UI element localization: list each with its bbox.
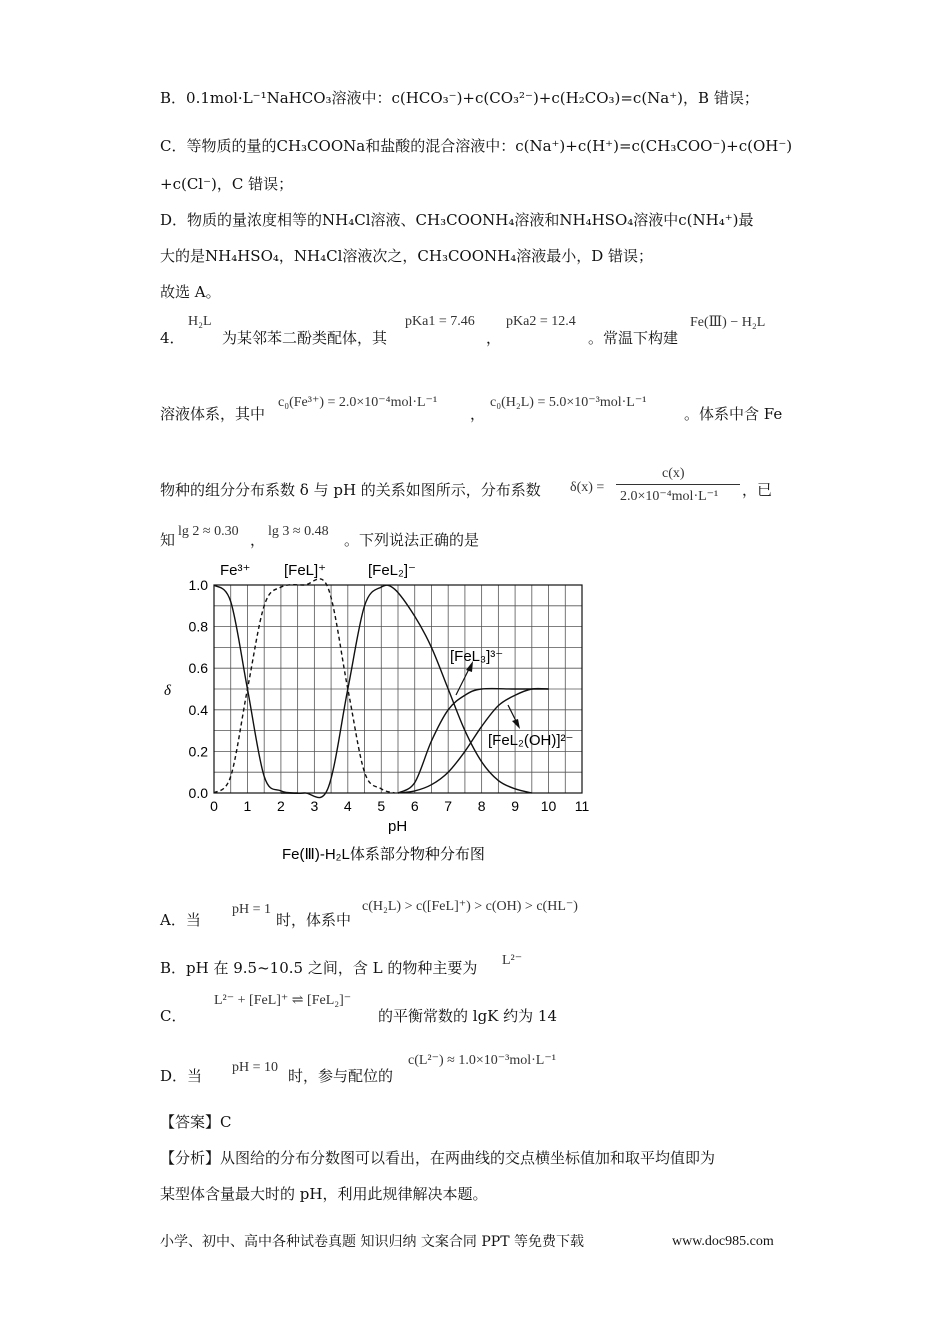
q4-pka2: pKa2 = 12.4 bbox=[506, 314, 576, 329]
option-c-post: 的平衡常数的 lgK 约为 14 bbox=[378, 1007, 557, 1025]
lg2-value: lg 2 ≈ 0.30 bbox=[178, 524, 239, 539]
label-fel2: [FeL₂]⁻ bbox=[368, 562, 416, 579]
distribution-chart-svg bbox=[150, 555, 600, 875]
option-d-mid: 时，参与配位的 bbox=[288, 1067, 394, 1085]
option-d-cond: pH = 10 bbox=[232, 1060, 279, 1075]
q4-system: Fe(Ⅲ) − H₂L bbox=[690, 315, 766, 330]
x-tick-label: 4 bbox=[343, 798, 352, 814]
option-b-line: B．0.1mol·L⁻¹NaHCO₃溶液中：c(HCO₃⁻)+c(CO₃²⁻)+c(H₂CO₃)=c(Na⁺)，B 错误； bbox=[160, 89, 759, 107]
y-tick-label: 1.0 bbox=[188, 577, 208, 593]
option-a-formula: c(H₂L) > c([FeL]⁺) > c(OH) > c(HL⁻) bbox=[362, 899, 578, 914]
x-tick-label: 1 bbox=[243, 798, 252, 814]
x-axis-label: pH bbox=[388, 818, 408, 835]
q4-text6: ，已 bbox=[742, 481, 773, 499]
option-a-cond: pH = 1 bbox=[232, 902, 272, 917]
q4-comma3: ， bbox=[250, 531, 266, 549]
option-a-mid: 时，体系中 bbox=[276, 911, 352, 929]
option-a-pre: A．当 bbox=[160, 911, 201, 929]
option-c-line2: +c(Cl⁻)，C 错误； bbox=[160, 175, 294, 193]
option-b-formula: L²⁻ bbox=[502, 953, 523, 968]
y-axis-label: δ bbox=[164, 683, 171, 699]
q4-text3: 溶液体系，其中 bbox=[160, 405, 266, 423]
y-tick-label: 0.6 bbox=[188, 660, 208, 677]
delta-lhs: δ(x) = bbox=[570, 480, 605, 495]
footer-text: 小学、初中、高中各种试卷真题 知识归纳 文案合同 PPT 等免费下载 bbox=[160, 1234, 584, 1250]
series-line-1 bbox=[214, 579, 395, 793]
y-tick-label: 0.2 bbox=[188, 743, 208, 760]
chart-title: Fe(Ⅲ)-H₂L体系部分物种分布图 bbox=[282, 846, 485, 863]
option-d-pre: D．当 bbox=[160, 1067, 203, 1085]
x-tick-label: 0 bbox=[210, 798, 218, 814]
footer bbox=[160, 1232, 774, 1252]
q4-h2l: H₂L bbox=[188, 314, 212, 329]
series-line-2 bbox=[281, 585, 532, 797]
y-tick-label: 0.0 bbox=[188, 785, 208, 801]
q4-pka1: pKa1 = 7.46 bbox=[405, 314, 475, 329]
q4-c0-fe: c₀(Fe³⁺) = 2.0×10⁻⁴mol·L⁻¹ bbox=[278, 395, 438, 410]
delta-numerator: c(x) bbox=[662, 466, 685, 481]
q4-text8: 。下列说法正确的是 bbox=[344, 531, 480, 549]
option-c-line1: C．等物质的量的CH₃COONa和盐酸的混合溶液中：c(Na⁺)+c(H⁺)=c(CH₃COO⁻)+c(OH⁻) bbox=[160, 137, 793, 155]
footer-url[interactable]: www.doc985.com bbox=[672, 1234, 774, 1249]
x-tick-label: 5 bbox=[377, 798, 386, 814]
label-fel3: [FeL₃]³⁻ bbox=[450, 648, 504, 665]
option-d-line1: D．物质的量浓度相等的NH₄Cl溶液、CH₃COONH₄溶液和NH₄HSO₄溶液中c(NH₄⁺)最 bbox=[160, 211, 754, 229]
analysis-line2: 某型体含量最大时的 pH，利用此规律解决本题。 bbox=[160, 1185, 488, 1203]
x-tick-label: 11 bbox=[574, 798, 590, 814]
x-tick-label: 7 bbox=[444, 798, 453, 814]
label-fel2oh: [FeL₂(OH)]²⁻ bbox=[488, 732, 574, 749]
q4-text4: 。体系中含 Fe bbox=[684, 405, 783, 423]
q4-comma2: ， bbox=[470, 405, 486, 423]
q4-c0-h2l: c₀(H₂L) = 5.0×10⁻³mol·L⁻¹ bbox=[490, 395, 647, 410]
label-fe3: Fe³⁺ bbox=[220, 562, 251, 579]
analysis-line1: 【分析】从图给的分布分数图可以看出，在两曲线的交点横坐标值加和取平均值即为 bbox=[160, 1149, 716, 1167]
distribution-chart bbox=[150, 555, 600, 875]
x-tick-label: 2 bbox=[277, 798, 285, 814]
delta-denominator: 2.0×10⁻⁴mol·L⁻¹ bbox=[620, 489, 719, 504]
fraction-bar bbox=[616, 484, 740, 485]
y-tick-label: 0.4 bbox=[188, 701, 208, 718]
lg3-value: lg 3 ≈ 0.48 bbox=[268, 524, 329, 539]
x-tick-label: 8 bbox=[477, 798, 486, 814]
q4-text2: 。常温下构建 bbox=[588, 329, 679, 347]
answer: 【答案】C bbox=[160, 1113, 232, 1131]
q4-text5: 物种的组分分布系数 δ 与 pH 的关系如图所示，分布系数 bbox=[160, 481, 541, 499]
option-d-line2: 大的是NH₄HSO₄，NH₄Cl溶液次之，CH₃COONH₄溶液最小，D 错误； bbox=[160, 247, 654, 265]
option-c-formula: L²⁻ + [FeL]⁺ ⇌ [FeL₂]⁻ bbox=[214, 993, 352, 1008]
q4-number: 4． bbox=[160, 329, 185, 347]
option-d-formula: c(L²⁻) ≈ 1.0×10⁻³mol·L⁻¹ bbox=[408, 1053, 556, 1068]
x-tick-label: 9 bbox=[511, 798, 519, 814]
arrow-fel3 bbox=[456, 667, 470, 695]
q4-text7: 知 bbox=[160, 531, 176, 549]
x-tick-label: 3 bbox=[310, 798, 319, 814]
option-b-pre: B．pH 在 9.5~10.5 之间，含 L 的物种主要为 bbox=[160, 959, 478, 977]
q4-comma1: ， bbox=[486, 329, 502, 347]
q4-text1: 为某邻苯二酚类配体，其 bbox=[222, 329, 388, 347]
x-tick-label: 10 bbox=[540, 798, 557, 814]
x-tick-label: 6 bbox=[410, 798, 419, 814]
label-fel: [FeL]⁺ bbox=[284, 562, 327, 579]
y-tick-label: 0.8 bbox=[188, 618, 208, 635]
arrow-fel2oh-head bbox=[512, 719, 520, 729]
choose-line: 故选 A。 bbox=[160, 283, 221, 301]
option-c-pre: C． bbox=[160, 1007, 187, 1025]
